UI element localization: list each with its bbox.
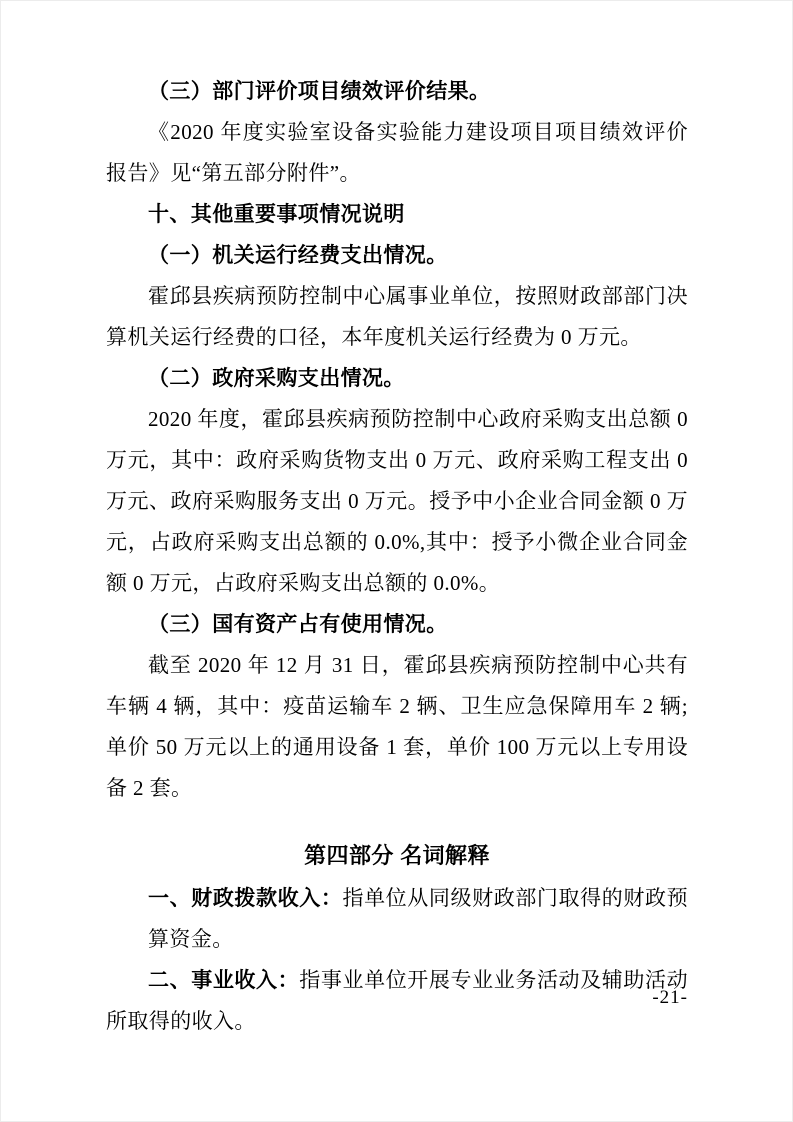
term-business-income-definition: 指事业单位开展专业业务活动及辅助活动所取得的收入。 (106, 968, 688, 1033)
paragraph-operating-cost: 霍邱县疾病预防控制中心属事业单位，按照财政部部门决算机关运行经费的口径，本年度机关运行经费为 0 万元。 (106, 284, 688, 349)
heading-gov-procurement: （二）政府采购支出情况。 (148, 367, 405, 390)
document-content (106, 71, 688, 1042)
term-fiscal-appropriation-lead: 一、财政拨款收入： (148, 887, 343, 910)
paragraph-gov-procurement: 2020 年度，霍邱县疾病预防控制中心政府采购支出总额 0 万元，其中：政府采购货物支出 0 万元、政府采购工程支出 0 万元、政府采购服务支出 0 万元。授予中小企业合同金额 0 万元，占政府采购支出总额的 0.0%,其中：授予小微企业合同金额 0 万元，占政府采购支出总额的 0.0%。 (106, 407, 688, 595)
heading-state-assets: （三）国有资产占有使用情况。 (148, 613, 448, 636)
heading-item-ten: 十、其他重要事项情况说明 (148, 203, 405, 226)
page-number: -21- (652, 987, 688, 1008)
heading-dept-eval-result: （三）部门评价项目绩效评价结果。 (148, 80, 491, 103)
term-fiscal-appropriation-definition: 指单位从同级财政部门取得的财政预算资金。 (148, 886, 688, 951)
paragraph-eval-report: 《2020 年度实验室设备实验能力建设项目项目绩效评价报告》见“第五部分附件”。 (106, 120, 688, 185)
heading-part-four-glossary: 第四部分 名词解释 (304, 843, 490, 868)
term-business-income (106, 960, 688, 1042)
term-business-income-lead: 二、事业收入： (148, 969, 300, 992)
term-fiscal-appropriation-income (106, 878, 688, 960)
paragraph-state-assets: 截至 2020 年 12 月 31 日，霍邱县疾病预防控制中心共有车辆 4 辆，其中：疫苗运输车 2 辆、卫生应急保障用车 2 辆;单价 50 万元以上的通用设备 1 套，单价 100 万元以上专用设备 2 套。 (106, 653, 688, 800)
heading-operating-cost: （一）机关运行经费支出情况。 (148, 244, 448, 267)
